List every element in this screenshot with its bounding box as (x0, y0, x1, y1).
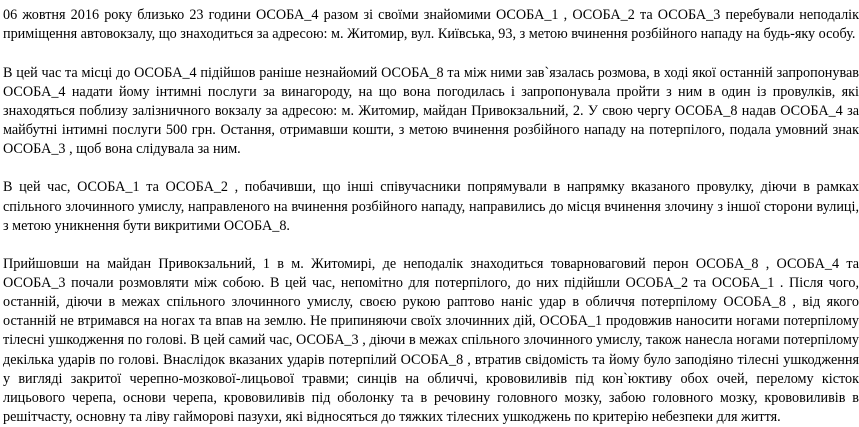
paragraph: В цей час та місці до ОСОБА_4 підійшов раніше незнайомий ОСОБА_8 та між ними зав`язалась розмова, в ході якої останній запропонував ОСОБА_4 надати йому інтимні послуги за винагороду, на що вона погодилась і запропонувала пройти з ним в один із провулків, які знаходяться поблизу залізничного вокзалу за адресою: м. Житомир, майдан Привокзальний, 2. У свою чергу ОСОБА_8 надав ОСОБА_4 за майбутні інтимні послуги 500 грн. Остання, отримавши кошти, з метою вчинення розбійного нападу на потерпілого, подала умовний знак ОСОБА_3 , щоб вона слідувала за ним. (3, 64, 859, 157)
paragraph: 06 жовтня 2016 року близько 23 години ОСОБА_4 разом зі своїми знайомими ОСОБА_1 , ОСОБА_2 та ОСОБА_3 перебували неподалік приміщення автовокзалу, що знаходиться за адресою: м. Житомир, вул. Київська, 93, з метою вчинення розбійного нападу на будь-яку особу. (3, 7, 859, 43)
paragraph: В цей час, ОСОБА_1 та ОСОБА_2 , побачивши, що інші співучасники попрямували в напрямку вказаного провулку, діючи в рамках спільного злочинного умислу, направленого на вчинення розбійного нападу, направились до місця вчинення злочину з іншої сторони вулиці, з метою уникнення бути викритими ОСОБА_8. (3, 179, 859, 234)
paragraph: Прийшовши на майдан Привокзальний, 1 в м. Житомирі, де неподалік знаходиться товарноваговий перон ОСОБА_8 , ОСОБА_4 та ОСОБА_3 почали розмовляти між собою. В цей час, непомітно для потерпілого, до них підійшли ОСОБА_2 та ОСОБА_1 . Після чого, останній, діючи в межах спільного злочинного умислу, своєю рукою раптово наніс удар в обличчя потерпілому ОСОБА_8 , від якого останній не втримався на ногах та впав на землю. Не припиняючи своїх злочинних дій, ОСОБА_1 продовжив наносити ногами потерпілому тілесні ушкодження по голові. В цей самий час, ОСОБА_3 , діючи в межах спільного злочинного умислу, також нанесла ногами потерпілому декілька ударів по голові. Внаслідок вказаних ударів потерпілий ОСОБА_8 , втратив свідомість та йому було заподіяно тілесні ушкодження у вигляді закритої черепно-мозкової-лицьової травми; синців на обличчі, крововиливів під кон`юктиву обох очей, перелому кісток лицьового черепа, основи черепа, крововиливів під оболонку та в речовину головного мозку, забою головного мозку, крововиливів в решітчасту, основну та ліву гайморові пазухи, які відносяться до тяжких тілесних ушкоджень по критерію небезпеки для життя. (3, 256, 859, 425)
document-body (3, 6, 859, 427)
